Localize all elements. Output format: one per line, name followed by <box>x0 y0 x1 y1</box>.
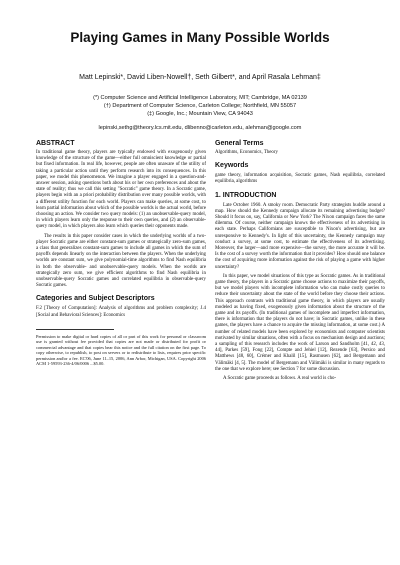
copyright-notice: Permission to make digital or hard copies of all or part of this work for personal or classroom use is granted without fee provided that copies are not made or distributed for profit or commercial advantage and that copies bear this notice and the full citation on the first page. To copy otherwise, to republish, to post on servers or to redistribute to lists, requires prior specific permission and/or a fee. EC'06, June 11–15, 2006, Ann Arbor, Michigan, USA. Copyright 2006 ACM 1-59593-236-4/06/0006 ...$5.00. <box>36 333 206 366</box>
abstract-paragraph-1: In traditional game theory, players are typically endowed with exogenously given knowledge of the structure of the game—either full omniscient knowledge or partial but fixed information. In real life, however, people are often unaware of the utility of taking a particular action until they perform research into its consequences. In this paper, we model this phenomenon. We imagine a player engaged in a question-and-answer session, asking questions both about his or her own preferences and about the state of reality; thus we call this setting "Socratic" game theory. In a Socratic game, players begin with an a priori probability distribution over many possible worlds, with a different utility function for each world. Players can make queries, at some cost, to learn partial information about which of the possible worlds is the actual world, before choosing an action. We consider two query models: (1) an unobservable-query model, in which players learn only the response to their own queries, and (2) an observable-query model, in which players also learn which queries their opponents made. <box>36 150 206 230</box>
left-column <box>36 140 206 366</box>
keywords-heading: Keywords <box>215 162 249 170</box>
keywords-text: game theory, information acquisition, Socratic games, Nash equilibria, correlated equilibria, algorithms <box>215 173 385 185</box>
introduction-heading: 1. INTRODUCTION <box>215 191 277 199</box>
affiliation-1: (*) Computer Science and Artificial Intelligence Laboratory, MIT; Cambridge, MA 02139 <box>93 95 307 101</box>
categories-heading: Categories and Subject Descriptors <box>36 295 155 303</box>
intro-paragraph-1: Late October 1960. A smoky room. Democratic Party strategists huddle around a map. How should the Kennedy campaign allocate its remaining advertising budget? Should it focus on, say, California or New York? The Nixon campaign faces the same dilemma. Of course, neither campaign knows the effectiveness of its advertising in each state. Perhaps Californians are susceptible to Nixon's advertising, but are unresponsive to Kennedy's. In light of this uncertainty, the Kennedy campaign may conduct a survey, at some cost, to estimate the effectiveness of its advertising. Moreover, the larger—and more expensive—the survey, the more accurate it will be. Is the cost of a survey worth the information that it provides? How should one balance the cost of acquiring more information against the risk of playing a game with higher uncertainty? <box>215 202 385 270</box>
author-emails: lepinski,sethg@theory.lcs.mit.edu, dlibenno@carleton.edu, alehman@google.com <box>98 125 302 131</box>
intro-paragraph-2: In this paper, we model situations of this type as Socratic games. As in traditional game theory, the players in a Socratic game choose actions to maximize their payoffs, but we model players with incomplete information who can make costly queries to reduce their uncertainty about the state of the world before they choose their actions. This approach contrasts with traditional game theory, in which players are usually modeled as having fixed, exogenously given information about the structure of the game and its payoffs. (In traditional games of incomplete and imperfect information, there is information that the players do not have; in Socratic games, unlike in these games, the players have a chance to acquire the missing information, at some cost.) A number of related models have been explored by economists and computer scientists motivated by similar situations, often with a focus on mechanism design and auctions; a sampling of this research includes the work of Larson and Sandholm [41, 42, 43, 44], Parkes [59], Fong [22], Compte and Jehiel [12], Rezende [63], Persico and Matthews [48, 60], Crémer and Khalil [15], Rasmusen [62], and Bergemann and Välimäki [4, 5]. The model of Bergemann and Välimäki is similar in many regards to the one that we explore here; see Section 7 for some discussion. <box>215 273 385 372</box>
footnote-rule <box>36 329 114 330</box>
author-list: Matt Lepinski*, David Liben-Nowell†, Seth Gilbert*, and April Rasala Lehman‡ <box>79 74 321 81</box>
right-column <box>215 140 385 385</box>
abstract-heading: ABSTRACT <box>36 140 75 147</box>
abstract-paragraph-2: The results in this paper consider cases in which the underlying worlds of a two-player Socratic game are either constant-sum games or strategically zero-sum games, a class that generalizes constant-sum games to include all games in which the sum of payoffs depends linearly on the interaction between the players. When the underlying worlds are constant sum, we give polynomial-time algorithms to find Nash equilibria in both the observable- and unobservable-query models. When the worlds are strategically zero sum, we give efficient algorithms to find Nash equilibria in unobservable-query Socratic games and correlated equilibria in observable-query Socratic games. <box>36 233 206 289</box>
intro-paragraph-3: A Socratic game proceeds as follows. A real world is cho- <box>223 376 337 382</box>
affiliation-2: (†) Department of Computer Science, Carleton College; Northfield, MN 55057 <box>103 103 297 109</box>
paper-title: Playing Games in Many Possible Worlds <box>70 30 330 45</box>
general-terms-heading: General Terms <box>215 140 264 147</box>
affiliation-3: (‡) Google, Inc.; Mountain View, CA 94043 <box>147 111 253 117</box>
categories-text: F.2 [Theory of Computation]: Analysis of algorithms and problem complexity; J.4 [Social and Behavioral Sciences]: Economics <box>36 306 206 318</box>
general-terms-text: Algorithms, Economics, Theory <box>215 150 278 155</box>
